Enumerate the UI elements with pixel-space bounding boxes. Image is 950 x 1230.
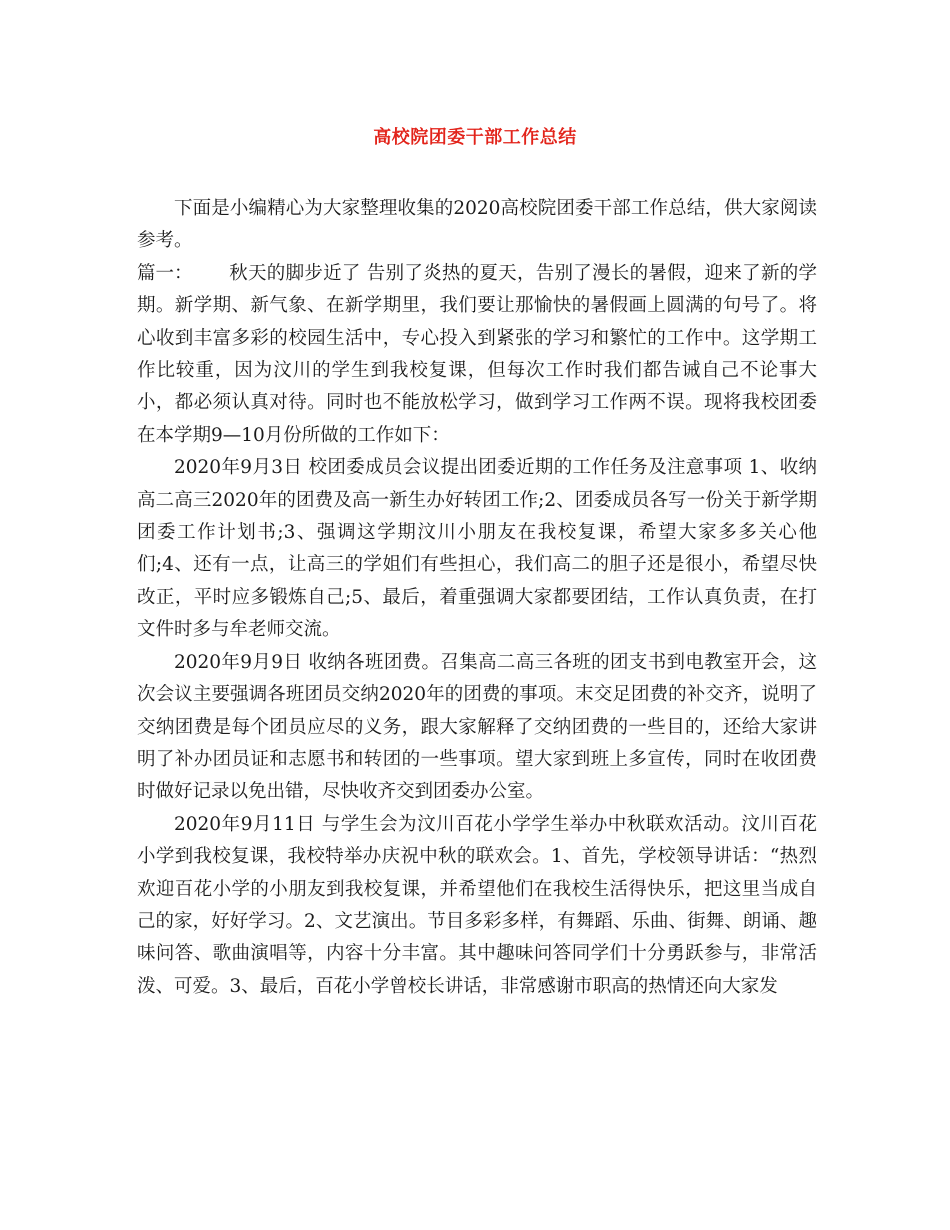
section-paragraph [137, 258, 817, 452]
entry-paragraph-sep-3: 2020年9月3日 校团委成员会议提出团委近期的工作任务及注意事项 1、收纳高二高三2020年的团费及高一新生办好转团工作;2、团委成员各写一份关于新学期团委工作计划书;3、强调这学期汶川小朋友在我校复课，希望大家多多关心他们;4、还有一点，让高三的学姐们有些担心，我们高二的胆子还是很小，希望尽快改正，平时应多锻炼自己;5、最后，着重强调大家都要团结，工作认真负责，在打文件时多与牟老师交流。 [137, 457, 817, 641]
entry-paragraph-sep-9: 2020年9月9日 收纳各班团费。召集高二高三各班的团支书到电教室开会，这次会议主要强调各班团员交纳2020年的团费的事项。末交足团费的补交齐，说明了交纳团费是每个团员应尽的义务，跟大家解释了交纳团费的一些目的，还给大家讲明了补办团员证和志愿书和转团的一些事项。望大家到班上多宣传，同时在收团费时做好记录以免出错，尽快收齐交到团委办公室。 [137, 651, 817, 803]
section-label: 篇一： [137, 262, 193, 284]
intro-paragraph: 下面是小编精心为大家整理收集的2020高校院团委干部工作总结，供大家阅读参考。 [137, 198, 817, 252]
section-opening-text: 秋天的脚步近了 告别了炎热的夏天，告别了漫长的暑假，迎来了新的学期。新学期、新气象、在新学期里，我们要让那愉快的暑假画上圆满的句号了。将心收到丰富多彩的校园生活中，专心投入到紧张的学习和繁忙的工作中。这学期工作比较重，因为汶川的学生到我校复课，但每次工作时我们都告诫自己不论事大小，都必须认真对待。同时也不能放松学习，做到学习工作两不误。现将我校团委在本学期9—10月份所做的工作如下： [137, 262, 817, 446]
document-body [137, 193, 817, 1003]
document-title: 高校院团委干部工作总结 [373, 127, 577, 148]
entry-paragraph-sep-11: 2020年9月11日 与学生会为汶川百花小学学生举办中秋联欢活动。汶川百花小学到我校复课，我校特举办庆祝中秋的联欢会。1、首先，学校领导讲话：“热烈欢迎百花小学的小朋友到我校复课，并希望他们在我校生活得快乐，把这里当成自己的家，好好学习。2、文艺演出。节目多彩多样，有舞蹈、乐曲、街舞、朗诵、趣味问答、歌曲演唱等，内容十分丰富。其中趣味问答同学们十分勇跃参与，非常活泼、可爱。3、最后，百花小学曾校长讲话，非常感谢市职高的热情还向大家发 [137, 813, 817, 997]
